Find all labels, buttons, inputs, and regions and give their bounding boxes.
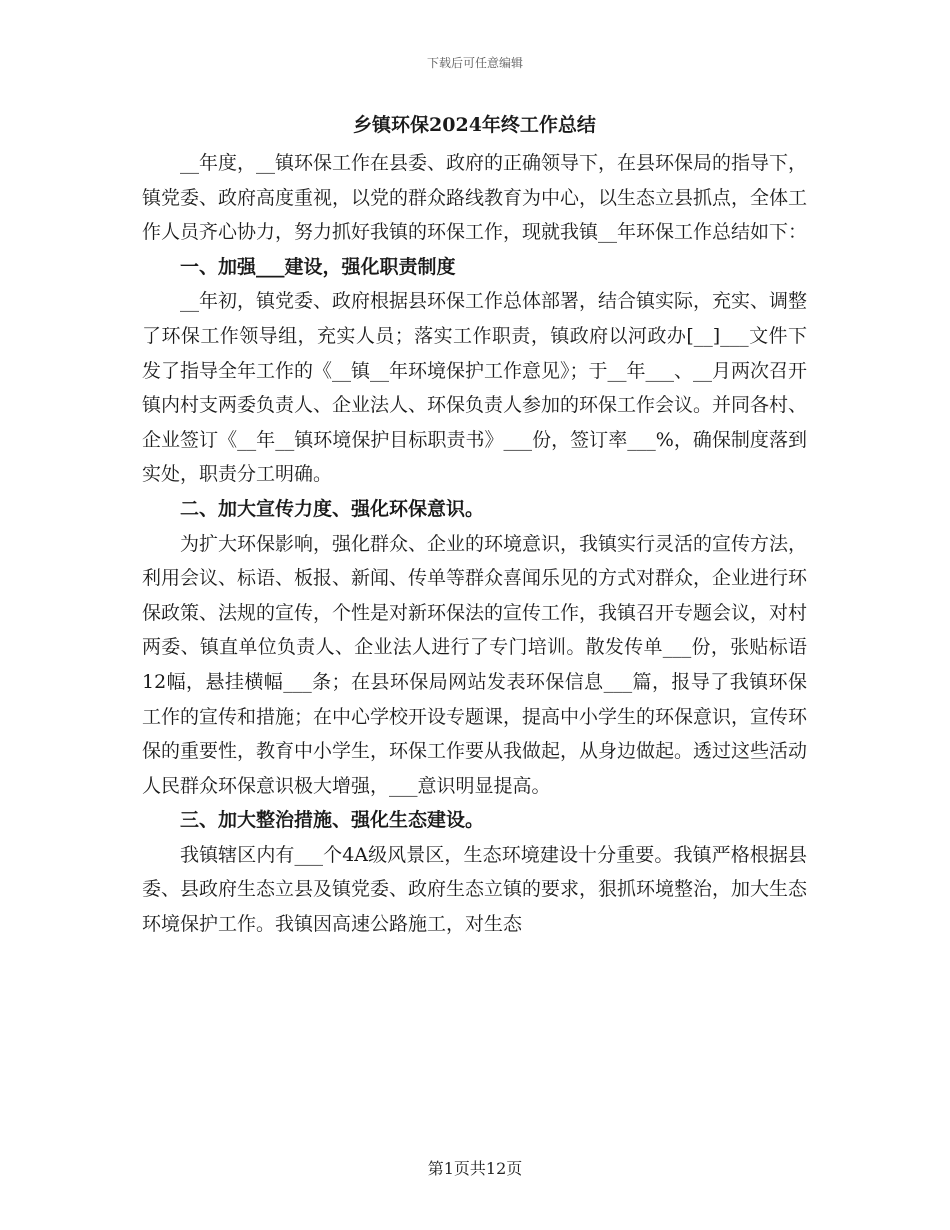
section-1-paragraph: __年初，镇党委、政府根据县环保工作总体部署，结合镇实际，充实、调整了环保工作领导组，充实人员；落实工作职责，镇政府以河政办[__]___文件下发了指导全年工作的《__镇__年环境保护工作意见》；于__年___、__月两次召开镇内村支两委负责人、企业法人、环保负责人参加的环保工作会议。并同各村、企业签订《__年__镇环境保护目标职责书》___份，签订率___%，确保制度落到实处，职责分工明确。 xyxy=(142,290,808,486)
section-heading-1: 一、加强___建设，强化职责制度 xyxy=(180,255,456,278)
section-heading-3: 三、加大整治措施、强化生态建设。 xyxy=(180,809,485,832)
section-3-paragraph: 我镇辖区内有___个4A级风景区，生态环境建设十分重要。我镇严格根据县委、县政府生态立县及镇党委、政府生态立镇的要求，狠抓环境整治，加大生态环境保护工作。我镇因高速公路施工，对生态 xyxy=(142,843,808,936)
section-2-paragraph: 为扩大环保影响，强化群众、企业的环境意识，我镇实行灵活的宣传方法，利用会议、标语、板报、新闻、传单等群众喜闻乐见的方式对群众，企业进行环保政策、法规的宣传，个性是对新环保法的宣传工作，我镇召开专题会议，对村两委、镇直单位负责人、企业法人进行了专门培训。散发传单___份，张贴标语12幅，悬挂横幅___条；在县环保局网站发表环保信息___篇，报导了我镇环保工作的宣传和措施；在中心学校开设专题课，提高中小学生的环保意识，宣传环保的重要性，教育中小学生，环保工作要从我做起，从身边做起。透过这些活动人民群众环保意识极大增强，___意识明显提高。 xyxy=(142,532,808,797)
header-note: 下载后可任意编辑 xyxy=(426,56,523,70)
section-heading-2: 二、加大宣传力度、强化环保意识。 xyxy=(180,497,485,520)
document-title: 乡镇环保2024年终工作总结 xyxy=(353,114,596,136)
document-body xyxy=(142,110,807,942)
page-number: 第1页共12页 xyxy=(427,1159,523,1178)
intro-paragraph: __年度，__镇环保工作在县委、政府的正确领导下，在县环保局的指导下，镇党委、政府高度重视，以党的群众路线教育为中心，以生态立县抓点，全体工作人员齐心协力，努力抓好我镇的环保工作，现就我镇__年环保工作总结如下： xyxy=(142,152,808,244)
